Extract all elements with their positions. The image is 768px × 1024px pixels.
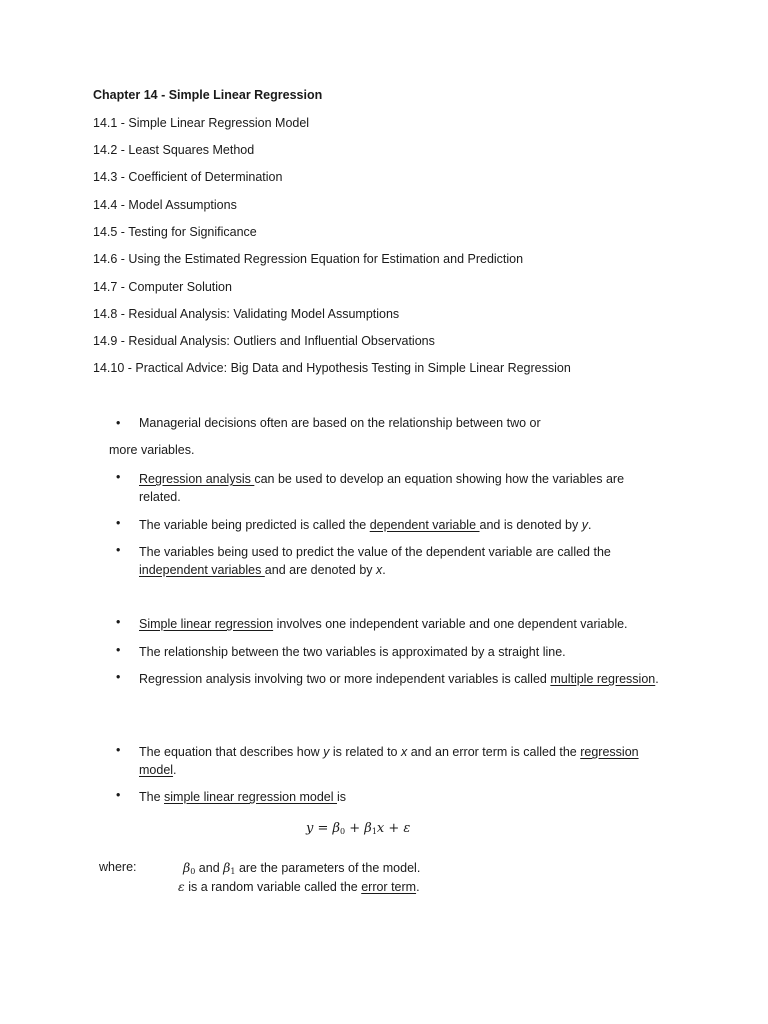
bullet-text: Regression analysis involving two or more independent variables is called multiple regression. [139,672,659,686]
bullet-marker: • [116,643,121,657]
bullet-marker: • [116,543,121,557]
bullet-marker: • [116,516,121,530]
term-simple-linear-regression: Simple linear regression [139,617,274,631]
toc-item: 14.2 - Least Squares Method [93,143,255,157]
bullet-marker: • [116,470,121,484]
term-dependent-variable: dependent variable [369,518,480,532]
bullet-text: The variables being used to predict the value of the dependent variable are called the independent variables and are denoted by x. [139,545,611,577]
term-independent-variables: independent variables [139,563,265,577]
where-line-parameters: $\beta_0$ and $\beta_1$ are the parameters of the model. [183,860,421,876]
bullet-marker: • [116,670,121,684]
toc-item: 14.1 - Simple Linear Regression Model [93,116,310,130]
toc-item: 14.10 - Practical Advice: Big Data and Hypothesis Testing in Simple Linear Regression [93,361,571,375]
bullet-marker: • [116,788,121,802]
where-line-error-term: ε is a random variable called the error term. [178,879,420,894]
bullet-text: The variable being predicted is called the dependent variable and is denoted by y. [139,518,592,532]
chapter-title: Chapter 14 - Simple Linear Regression [93,88,323,102]
term-multiple-regression: multiple regression [550,672,656,686]
term-regression-model: regression model [139,745,639,777]
term-error-term: error term [361,880,417,894]
toc-item: 14.6 - Using the Estimated Regression Equation for Estimation and Prediction [93,252,524,266]
toc-item: 14.5 - Testing for Significance [93,225,257,239]
bullet-marker: • [116,416,121,430]
bullet-text: Simple linear regression involves one independent variable and one dependent variable. [139,617,628,631]
toc-item: 14.4 - Model Assumptions [93,198,237,212]
toc-item: 14.7 - Computer Solution [93,280,232,294]
toc-item: 14.9 - Residual Analysis: Outliers and Influential Observations [93,334,435,348]
bullet-marker: • [116,615,121,629]
toc-item: 14.8 - Residual Analysis: Validating Model Assumptions [93,307,400,321]
where-label: where: [99,860,137,874]
bullet-text: Regression analysis can be used to develop an equation showing how the variables are related. [139,472,625,504]
bullet-marker: • [116,743,121,757]
bullet-text: The relationship between the two variables is approximated by a straight line. [139,645,566,659]
bullet-text: Managerial decisions often are based on the relationship between two or [139,416,541,430]
bullet-text: The simple linear regression model is [139,790,347,804]
regression-equation: $y = \beta_0 + \beta_1x + \varepsilon$ [306,821,411,836]
bullet-text: The equation that describes how y is related to x and an error term is called the regression model. [139,745,639,777]
term-simple-linear-regression-model: simple linear regression model [164,790,338,804]
bullet-text-continued: more variables. [109,443,195,457]
term-regression-analysis: Regression analysis [139,472,255,486]
toc-item: 14.3 - Coefficient of Determination [93,170,283,184]
